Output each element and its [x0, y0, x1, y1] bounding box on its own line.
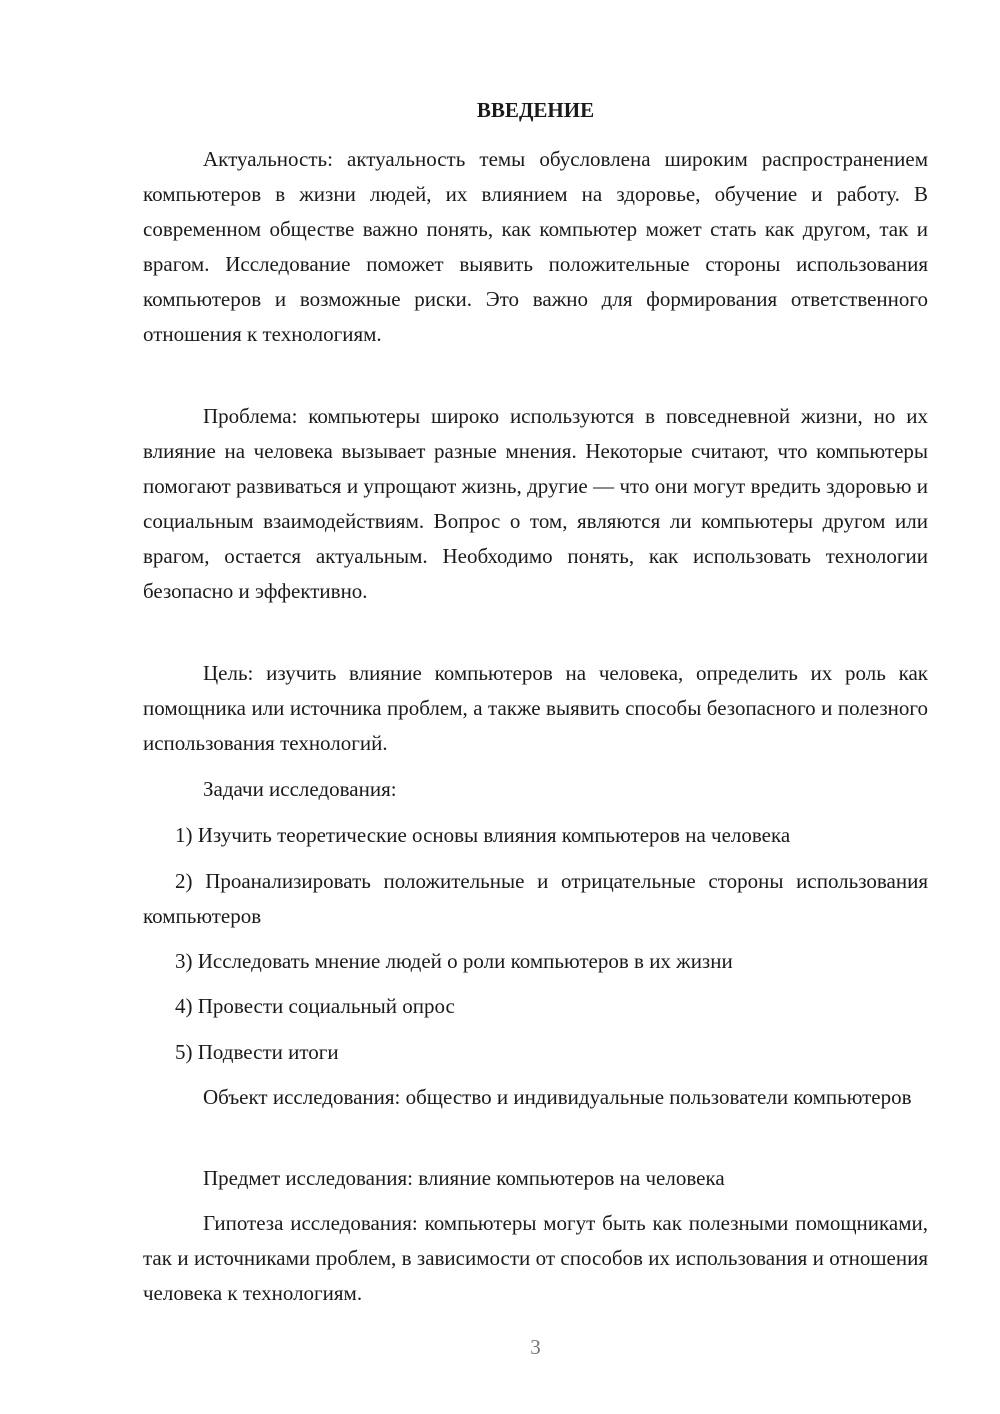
- task-item-2: 2) Проанализировать положительные и отрицательные стороны использования компьютеров: [143, 869, 928, 928]
- task-item-5: 5) Подвести итоги: [175, 1040, 339, 1064]
- paragraph-tasks-heading: Задачи исследования:: [203, 777, 397, 801]
- page-number: 3: [530, 1335, 541, 1359]
- paragraph-hypothesis: Гипотеза исследования: компьютеры могут быть как полезными помощниками, так и источниками проблем, в зависимости от способов их использования и отношения человека к технологиям.: [143, 1211, 928, 1305]
- paragraph-relevance: Актуальность: актуальность темы обусловлена широким распространением компьютеров в жизни людей, их влиянием на здоровье, обучение и работу. В современном обществе важно понять, как компьютер может стать как другом, так и врагом. Исследование поможет выявить положительные стороны использования компьютеров и возможные риски. Это важно для формирования ответственного отношения к технологиям.: [143, 147, 928, 346]
- task-item-1: 1) Изучить теоретические основы влияния компьютеров на человека: [175, 823, 791, 847]
- document-page: [143, 0, 928, 1414]
- section-title: ВВЕДЕНИЕ: [476, 98, 595, 122]
- paragraph-object: Объект исследования: общество и индивидуальные пользователи компьютеров: [203, 1085, 912, 1109]
- task-item-4: 4) Провести социальный опрос: [175, 994, 455, 1018]
- paragraph-goal: Цель: изучить влияние компьютеров на человека, определить их роль как помощника или источника проблем, а также выявить способы безопасного и полезного использования технологий.: [143, 661, 928, 755]
- paragraph-subject: Предмет исследования: влияние компьютеров на человека: [203, 1166, 725, 1190]
- paragraph-problem: Проблема: компьютеры широко используются в повседневной жизни, но их влияние на человека вызывает разные мнения. Некоторые считают, что компьютеры помогают развиваться и упрощают жизнь, другие — что они могут вредить здоровью и социальным взаимодействиям. Вопрос о том, являются ли компьютеры другом или врагом, остается актуальным. Необходимо понять, как использовать технологии безопасно и эффективно.: [143, 404, 928, 603]
- task-item-3: 3) Исследовать мнение людей о роли компьютеров в их жизни: [175, 949, 733, 973]
